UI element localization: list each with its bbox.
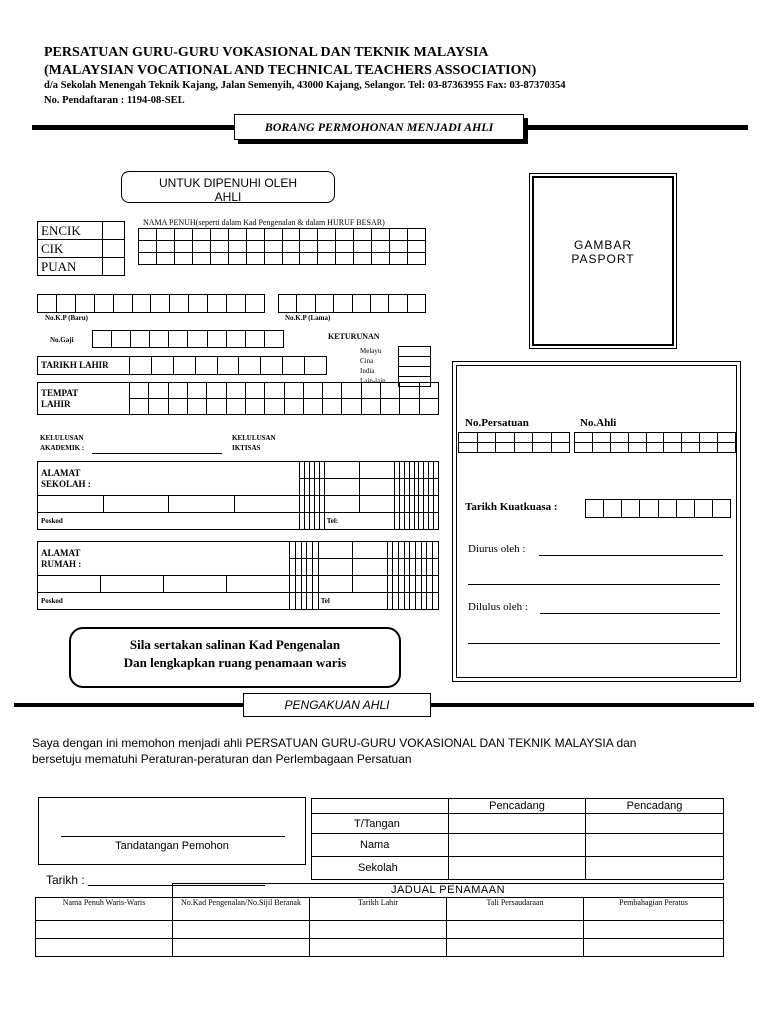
input-box[interactable] [336, 229, 354, 241]
full-name-label: NAMA PENUH(seperti dalam Kad Pengenalan & dalam HURUF BESAR) [143, 218, 385, 227]
birth-place-grid[interactable] [37, 382, 439, 415]
input-box[interactable] [239, 357, 261, 375]
input-box[interactable] [592, 443, 610, 453]
salary-number-label: No.Gaji [50, 336, 74, 344]
input-box[interactable] [112, 331, 131, 348]
nomination-col-name: Nama Penuh Waris-Waris [36, 897, 173, 920]
input-box[interactable] [75, 295, 94, 313]
input-box[interactable] [264, 331, 283, 348]
professional-label-2: IKTISAS [232, 444, 261, 452]
input-box[interactable] [390, 229, 408, 241]
input-box[interactable] [56, 295, 75, 313]
input-box[interactable] [336, 253, 354, 265]
nomination-title: JADUAL PENAMAAN [173, 884, 724, 898]
input-box[interactable] [284, 383, 303, 399]
input-box[interactable] [324, 462, 359, 479]
nomination-table [35, 883, 724, 957]
proposer-table [311, 798, 724, 880]
input-box[interactable] [318, 559, 352, 576]
input-box[interactable] [433, 542, 439, 559]
race-malay: Melayu [360, 347, 382, 355]
input-box[interactable] [226, 383, 245, 399]
input-box[interactable] [228, 241, 246, 253]
dobGrid-label: TARIKH LAHIR [38, 357, 130, 375]
input-box[interactable] [189, 295, 208, 313]
input-box[interactable] [174, 241, 192, 253]
race-options [360, 346, 386, 386]
input-box[interactable] [210, 253, 228, 265]
input-box[interactable] [434, 496, 439, 513]
input-box[interactable] [150, 331, 169, 348]
race-others: Lain-lain [360, 377, 386, 385]
approved-by-line[interactable] [540, 613, 720, 614]
input-box[interactable] [533, 443, 552, 453]
ic-old-label: No.K.P (Lama) [285, 314, 331, 322]
input-box[interactable] [210, 241, 228, 253]
input-box[interactable] [174, 229, 192, 241]
input-box[interactable] [318, 542, 352, 559]
input-box[interactable] [192, 241, 210, 253]
declaration-title-box [243, 693, 431, 717]
input-box[interactable] [283, 357, 305, 375]
input-box[interactable] [265, 399, 284, 415]
input-box[interactable] [265, 383, 284, 399]
full-name-grid[interactable] [138, 228, 426, 265]
input-box[interactable] [139, 253, 157, 265]
proposer-2-school[interactable] [586, 857, 724, 880]
input-box[interactable] [628, 433, 646, 443]
effective-date-grid[interactable] [585, 499, 731, 518]
nomination-row[interactable] [36, 938, 724, 956]
input-box[interactable] [282, 229, 300, 241]
input-box[interactable] [434, 462, 439, 479]
input-box[interactable] [226, 331, 245, 348]
input-box[interactable] [156, 253, 174, 265]
input-box[interactable] [575, 433, 593, 443]
schoolGrid-label: ALAMAT SEKOLAH : [38, 462, 300, 496]
input-box[interactable] [234, 496, 300, 513]
input-box[interactable] [169, 331, 188, 348]
notice-line-2: Dan lengkapkan ruang penamaan waris [123, 655, 347, 670]
declaration-title: PENGAKUAN AHLI [284, 698, 390, 712]
input-box[interactable] [173, 357, 195, 375]
input-box[interactable] [192, 253, 210, 265]
input-box[interactable] [658, 500, 676, 518]
nomination-col-ic: No.Kad Pengenalan/No.Sijil Beranak [173, 897, 310, 920]
input-box[interactable] [361, 383, 380, 399]
input-box[interactable] [664, 443, 682, 453]
declaration-text-1: Saya dengan ini memohon menjadi ahli PERSATUAN GURU-GURU VOKASIONAL DAN TEKNIK MALAYSIA dan [32, 736, 637, 750]
ic-new-label: No.K.P (Baru) [45, 314, 88, 322]
input-box[interactable] [151, 295, 170, 313]
title-options [37, 221, 125, 276]
approved-by-line-2[interactable] [468, 643, 720, 644]
input-box[interactable] [300, 241, 318, 253]
input-box[interactable] [130, 357, 152, 375]
input-box[interactable] [207, 383, 226, 399]
input-box[interactable] [38, 576, 101, 593]
input-box[interactable] [208, 295, 227, 313]
input-box[interactable] [434, 513, 439, 530]
input-box[interactable] [361, 399, 380, 415]
input-box[interactable] [359, 462, 394, 479]
input-box[interactable] [284, 399, 303, 415]
input-box[interactable] [575, 443, 593, 453]
proposer-1-signature[interactable] [449, 814, 586, 834]
input-box[interactable] [610, 443, 628, 453]
input-box[interactable] [336, 241, 354, 253]
input-box[interactable] [210, 229, 228, 241]
input-box[interactable] [226, 399, 245, 415]
input-box[interactable] [408, 253, 426, 265]
input-box[interactable] [38, 295, 57, 313]
title-cik-checkbox[interactable] [102, 240, 124, 258]
input-box[interactable] [227, 576, 290, 593]
input-box[interactable] [318, 229, 336, 241]
input-box[interactable] [261, 357, 283, 375]
input-box[interactable] [246, 229, 264, 241]
input-box[interactable] [303, 383, 322, 399]
managed-by-label: Diurus oleh : [468, 543, 526, 555]
input-box[interactable] [169, 496, 235, 513]
input-box[interactable] [132, 295, 151, 313]
race-chinese: Cina [360, 357, 374, 365]
school-address-grid[interactable] [37, 461, 439, 530]
input-box[interactable] [130, 383, 149, 399]
input-box[interactable] [305, 357, 327, 375]
input-box[interactable] [93, 331, 112, 348]
input-box[interactable] [245, 331, 264, 348]
input-box[interactable] [592, 433, 610, 443]
member-number-label: No.Ahli [580, 417, 617, 429]
input-box[interactable] [682, 433, 700, 443]
input-box[interactable] [381, 399, 400, 415]
input-box[interactable] [514, 443, 533, 453]
home-address-grid[interactable] [37, 541, 439, 610]
input-box[interactable] [300, 253, 318, 265]
input-box[interactable] [342, 399, 361, 415]
org-address: d/a Sekolah Menengah Teknik Kajang, Jalan Semenyih, 43000 Kajang, Selangor. Tel: 03-87363955 Fax: 03-87370354 [44, 80, 566, 91]
proposer-2-name[interactable] [586, 834, 724, 857]
input-box[interactable] [628, 443, 646, 453]
input-box[interactable] [246, 253, 264, 265]
input-box[interactable] [188, 331, 207, 348]
input-box[interactable] [354, 229, 372, 241]
input-box[interactable] [103, 496, 169, 513]
input-box[interactable] [694, 500, 712, 518]
org-name-english: (MALAYSIAN VOCATIONAL AND TECHNICAL TEACHERS ASSOCIATION) [44, 63, 537, 78]
input-box[interactable] [207, 399, 226, 415]
title-encik: ENCIK [38, 222, 103, 240]
input-box[interactable] [359, 496, 394, 513]
input-box[interactable] [282, 241, 300, 253]
input-box[interactable] [712, 500, 730, 518]
input-box[interactable] [381, 383, 400, 399]
race-indian-checkbox[interactable] [399, 367, 431, 377]
input-box[interactable] [372, 241, 390, 253]
ic-new-grid[interactable] [37, 294, 265, 313]
input-box[interactable] [168, 399, 187, 415]
phone-label: Tel: [324, 513, 394, 530]
input-box[interactable] [372, 229, 390, 241]
notice-box [69, 627, 401, 688]
input-box[interactable] [207, 331, 226, 348]
input-box[interactable] [227, 295, 246, 313]
professional-qualification-label [232, 433, 276, 453]
proposer-row-name: Nama [312, 834, 449, 857]
input-box[interactable] [245, 383, 264, 399]
proposer-row-signature: T/Tangan [312, 814, 449, 834]
input-box[interactable] [354, 241, 372, 253]
passport-photo-box [532, 176, 674, 346]
academic-qualification-line[interactable] [92, 453, 222, 454]
academic-qualification-label [40, 433, 84, 453]
input-box[interactable] [139, 241, 157, 253]
input-box[interactable] [408, 229, 426, 241]
input-box[interactable] [264, 253, 282, 265]
input-box[interactable] [174, 253, 192, 265]
org-name-malay: PERSATUAN GURU-GURU VOKASIONAL DAN TEKNIK MALAYSIA [44, 45, 489, 60]
input-box[interactable] [390, 241, 408, 253]
input-box[interactable] [353, 576, 387, 593]
input-box[interactable] [94, 295, 113, 313]
input-box[interactable] [370, 295, 388, 313]
input-box[interactable] [459, 443, 478, 453]
nomination-col-dob: Tarikh Lahir [310, 897, 447, 920]
birth-date-grid[interactable] [37, 356, 327, 375]
input-box[interactable] [514, 433, 533, 443]
proposer-1-name[interactable] [449, 834, 586, 857]
input-box[interactable] [149, 399, 168, 415]
nomination-col-percentage: Pembahagian Peratus [584, 897, 724, 920]
title-puan: PUAN [38, 258, 103, 276]
input-box[interactable] [282, 253, 300, 265]
input-box[interactable] [551, 433, 570, 443]
title-cik: CIK [38, 240, 103, 258]
proposer-1-school[interactable] [449, 857, 586, 880]
title-puan-checkbox[interactable] [102, 258, 124, 276]
input-box[interactable] [246, 241, 264, 253]
input-box[interactable] [551, 443, 570, 453]
input-box[interactable] [477, 433, 496, 443]
application-date-label: Tarikh : [46, 873, 85, 887]
input-box[interactable] [195, 357, 217, 375]
input-box[interactable] [407, 295, 425, 313]
photo-label-2: PASPORT [571, 252, 635, 266]
input-box[interactable] [264, 229, 282, 241]
applicant-signature-label: Tandatangan Pemohon [115, 840, 229, 852]
input-box[interactable] [342, 383, 361, 399]
input-box[interactable] [419, 383, 438, 399]
input-box[interactable] [433, 593, 439, 610]
input-box[interactable] [354, 253, 372, 265]
input-box[interactable] [622, 500, 640, 518]
input-box[interactable] [459, 433, 478, 443]
input-box[interactable] [676, 500, 694, 518]
input-box[interactable] [164, 576, 227, 593]
proposer-header-2: Pencadang [586, 799, 724, 814]
input-box[interactable] [228, 229, 246, 241]
declaration-text-2: bersetuju mematuhi Peraturan-peraturan dan Perlembagaan Persatuan [32, 752, 412, 766]
input-box[interactable] [228, 253, 246, 265]
input-box[interactable] [496, 433, 515, 443]
notice-line-1: Sila sertakan salinan Kad Pengenalan [129, 637, 341, 652]
input-box[interactable] [700, 433, 718, 443]
input-box[interactable] [372, 253, 390, 265]
applicant-signature-box[interactable] [38, 797, 306, 865]
input-box[interactable] [718, 433, 736, 443]
nomination-col-relation: Tali Persaudaraan [447, 897, 584, 920]
managed-by-line-2[interactable] [468, 584, 720, 585]
input-box[interactable] [400, 399, 419, 415]
homeGrid-label: ALAMAT RUMAH : [38, 542, 290, 576]
proposer-header-1: Pencadang [449, 799, 586, 814]
input-box[interactable] [664, 433, 682, 443]
approved-by-label: Dilulus oleh : [468, 601, 528, 613]
input-box[interactable] [477, 443, 496, 453]
form-title: BORANG PERMOHONAN MENJADI AHLI [264, 120, 494, 134]
input-box[interactable] [324, 479, 359, 496]
input-box[interactable] [324, 496, 359, 513]
association-number-grid[interactable] [458, 432, 570, 453]
academic-label-2: AKADEMIK : [40, 444, 85, 452]
input-box[interactable] [113, 295, 132, 313]
input-box[interactable] [700, 443, 718, 453]
input-box[interactable] [300, 229, 318, 241]
input-box[interactable] [646, 443, 664, 453]
phone-label: Tel [318, 593, 387, 610]
input-box[interactable] [334, 295, 352, 313]
registration-number: No. Pendaftaran : 1194-08-SEL [44, 95, 185, 106]
input-box[interactable] [101, 576, 164, 593]
input-box[interactable] [408, 241, 426, 253]
input-box[interactable] [390, 253, 408, 265]
input-box[interactable] [433, 559, 439, 576]
academic-label-1: KELULUSAN [40, 434, 84, 442]
ic-old-grid[interactable] [278, 294, 426, 313]
member-fill-box [121, 171, 335, 203]
input-box[interactable] [640, 500, 658, 518]
input-box[interactable] [586, 500, 604, 518]
input-box[interactable] [245, 399, 264, 415]
input-box[interactable] [131, 331, 150, 348]
input-box[interactable] [533, 433, 552, 443]
input-box[interactable] [718, 443, 736, 453]
input-box[interactable] [170, 295, 189, 313]
input-box[interactable] [315, 295, 333, 313]
input-box[interactable] [151, 357, 173, 375]
association-number-label: No.Persatuan [465, 417, 529, 429]
input-box[interactable] [604, 500, 622, 518]
input-box[interactable] [610, 433, 628, 443]
proposer-row-school: Sekolah [312, 857, 449, 880]
input-box[interactable] [400, 383, 419, 399]
input-box[interactable] [187, 399, 206, 415]
applicant-signature-line [61, 836, 285, 837]
race-checkboxes[interactable] [398, 346, 431, 387]
input-box[interactable] [419, 399, 438, 415]
input-box[interactable] [38, 496, 104, 513]
input-box[interactable] [168, 383, 187, 399]
member-number-grid[interactable] [574, 432, 736, 453]
input-box[interactable] [389, 295, 407, 313]
race-label: KETURUNAN [328, 332, 380, 341]
pobGrid-label: TEMPAT LAHIR [38, 383, 130, 415]
input-box[interactable] [353, 542, 387, 559]
input-box[interactable] [264, 241, 282, 253]
input-box[interactable] [130, 399, 149, 415]
race-malay-checkbox[interactable] [399, 347, 431, 357]
input-box[interactable] [323, 383, 342, 399]
input-box[interactable] [496, 443, 515, 453]
input-box[interactable] [433, 576, 439, 593]
postcode-label: Poskod [38, 513, 300, 530]
proposer-2-signature[interactable] [586, 814, 724, 834]
input-box[interactable] [187, 383, 206, 399]
input-box[interactable] [192, 229, 210, 241]
input-box[interactable] [318, 576, 352, 593]
race-chinese-checkbox[interactable] [399, 357, 431, 367]
input-box[interactable] [156, 241, 174, 253]
input-box[interactable] [217, 357, 239, 375]
race-indian: India [360, 367, 375, 375]
salary-number-grid[interactable] [92, 330, 284, 348]
input-box[interactable] [682, 443, 700, 453]
title-encik-checkbox[interactable] [102, 222, 124, 240]
photo-label-1: GAMBAR [573, 238, 632, 252]
office-use-inner-box [456, 365, 737, 678]
input-box[interactable] [245, 295, 264, 313]
input-box[interactable] [318, 253, 336, 265]
input-box[interactable] [297, 295, 315, 313]
effective-date-label: Tarikh Kuatkuasa : [465, 501, 558, 513]
input-box[interactable] [279, 295, 297, 313]
input-box[interactable] [323, 399, 342, 415]
input-box[interactable] [359, 479, 394, 496]
input-box[interactable] [149, 383, 168, 399]
managed-by-line[interactable] [539, 555, 723, 556]
nomination-row[interactable] [36, 920, 724, 938]
input-box[interactable] [139, 229, 157, 241]
postcode-label: Poskod [38, 593, 290, 610]
input-box[interactable] [156, 229, 174, 241]
member-fill-label: UNTUK DIPENUHI OLEH AHLI [158, 176, 298, 204]
input-box[interactable] [303, 399, 322, 415]
form-title-box [234, 114, 524, 140]
input-box[interactable] [434, 479, 439, 496]
professional-label-1: KELULUSAN [232, 434, 276, 442]
input-box[interactable] [646, 433, 664, 443]
input-box[interactable] [353, 559, 387, 576]
input-box[interactable] [318, 241, 336, 253]
input-box[interactable] [352, 295, 370, 313]
